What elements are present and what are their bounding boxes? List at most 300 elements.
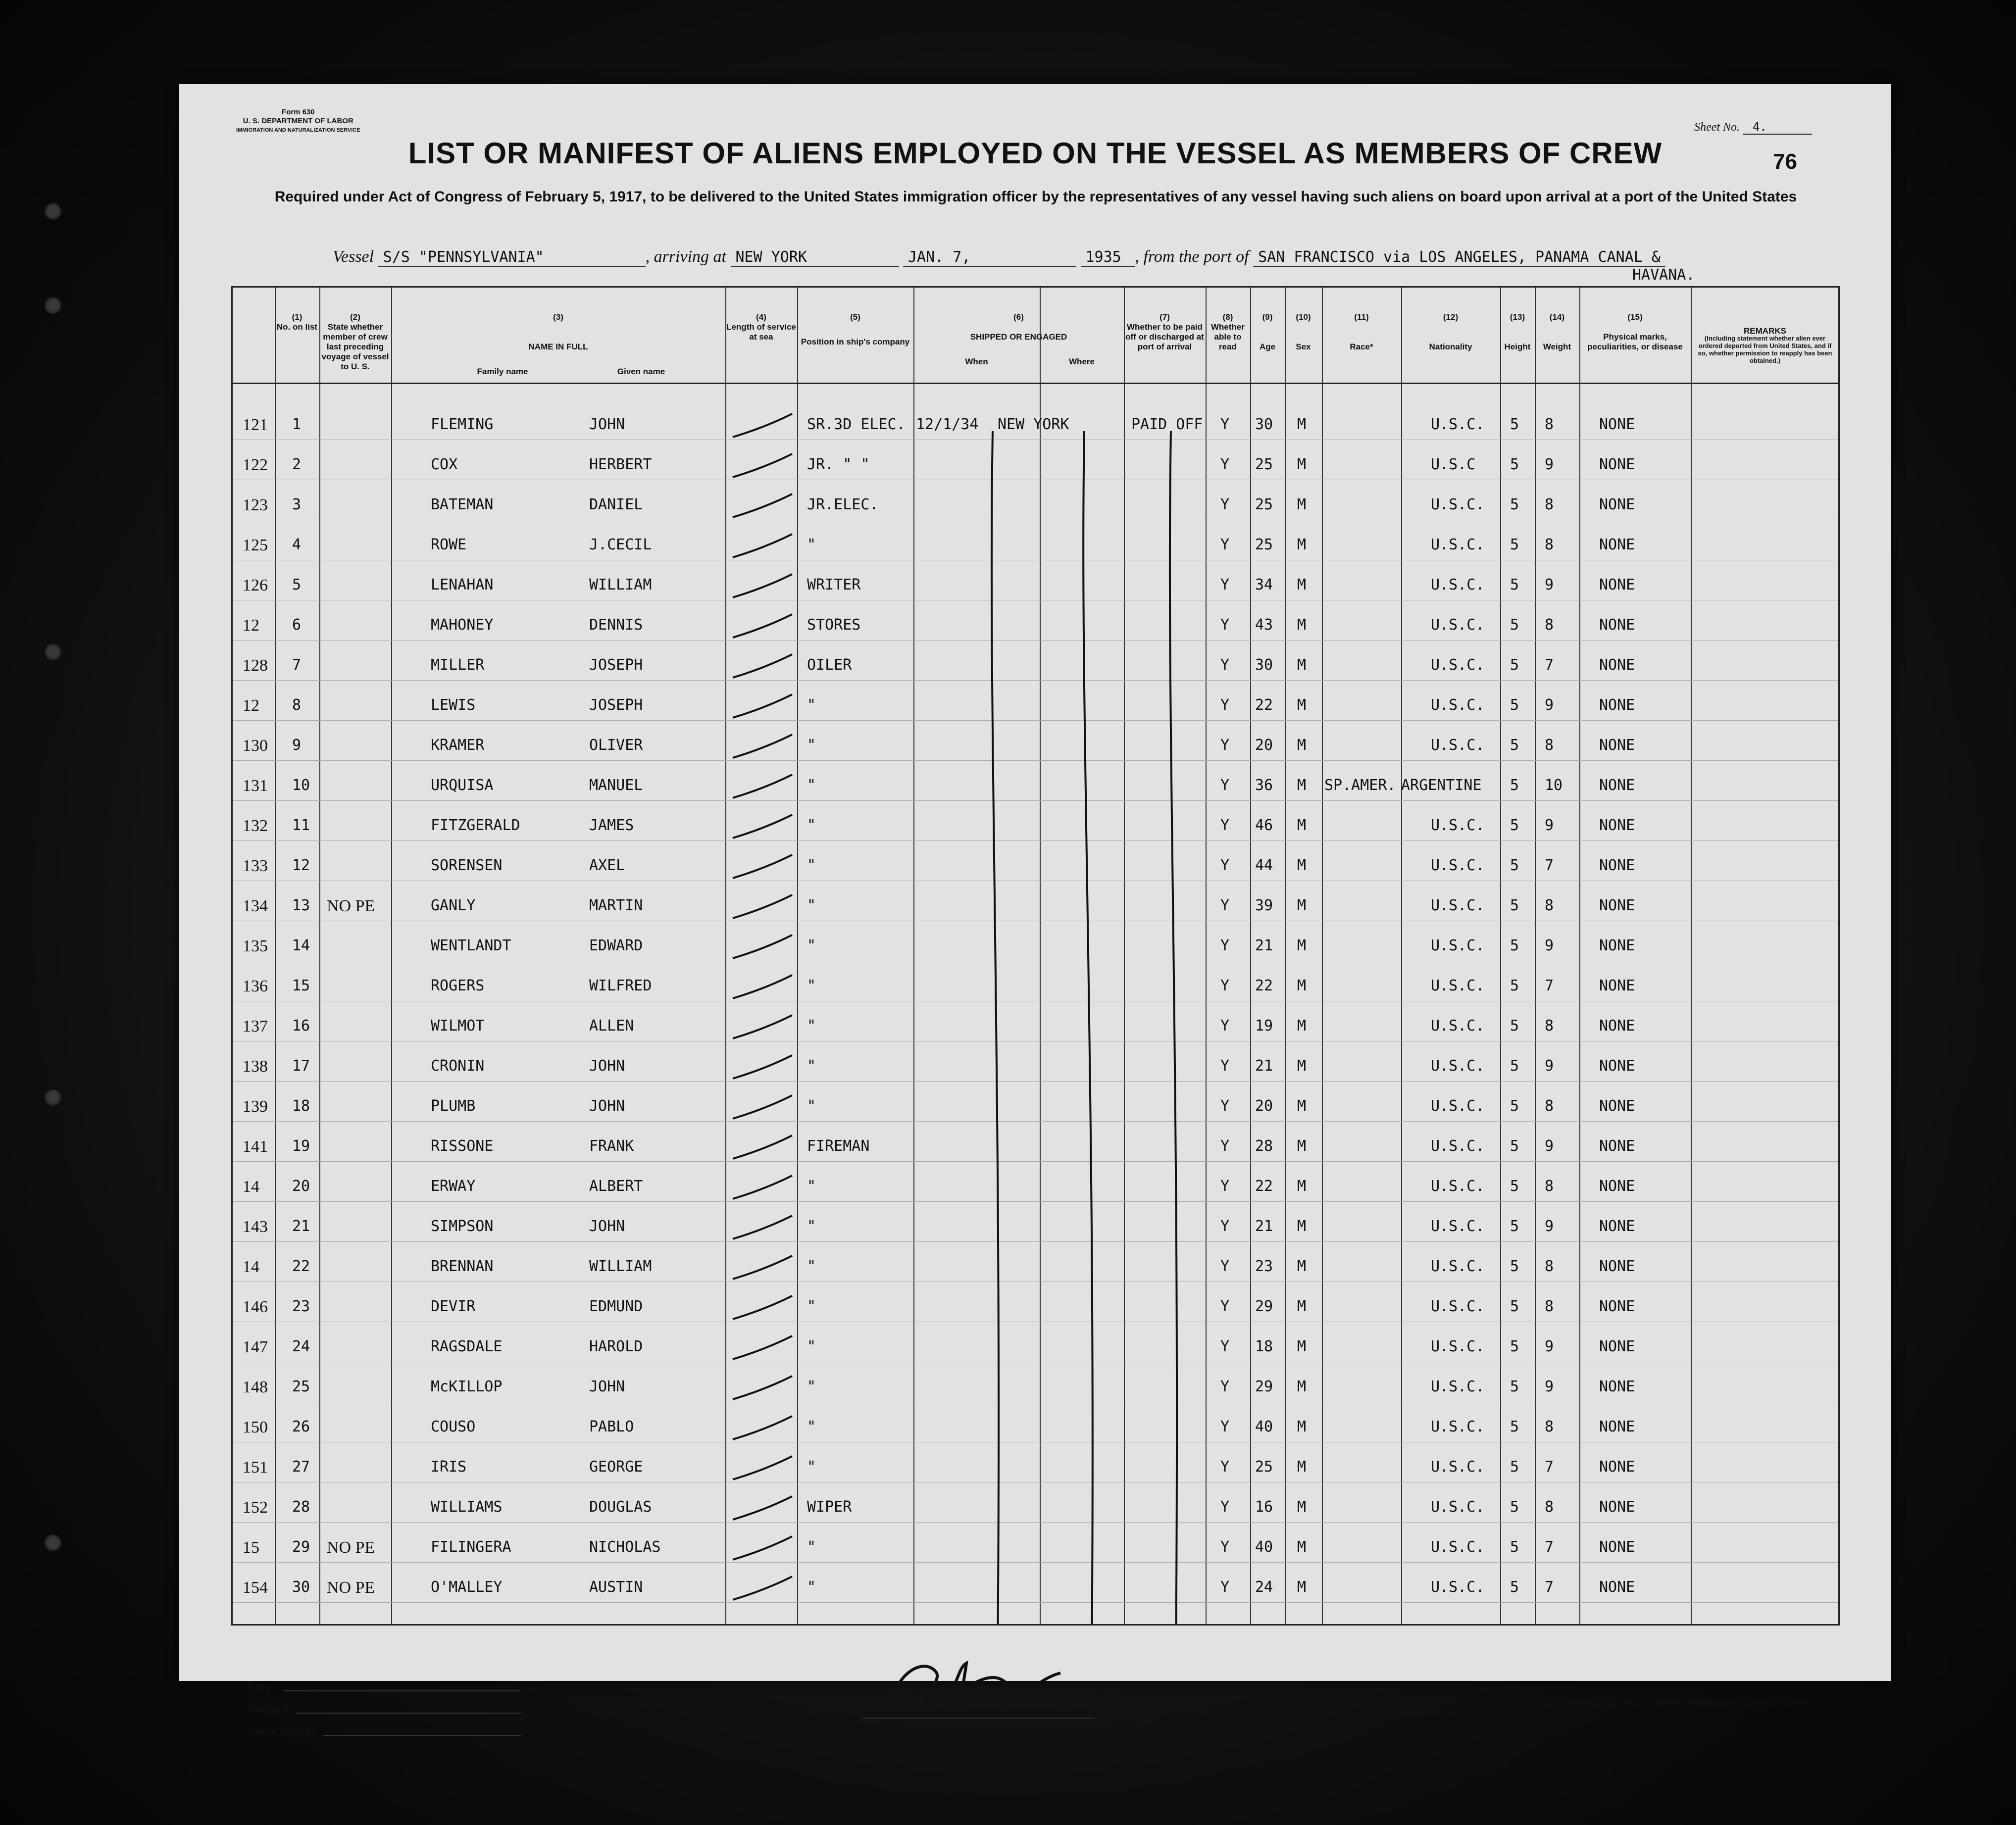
col-header-read: (8) Whether able to read bbox=[1211, 312, 1245, 351]
family-name: KRAMER bbox=[431, 737, 485, 754]
age: 24 bbox=[1255, 1578, 1273, 1596]
row-tally: 151 bbox=[243, 1458, 268, 1477]
physical-marks: NONE bbox=[1599, 1258, 1635, 1275]
weight: 9 bbox=[1545, 696, 1554, 714]
row-number: 19 bbox=[292, 1137, 310, 1155]
row-tally: 150 bbox=[243, 1418, 268, 1436]
sex: M bbox=[1297, 897, 1307, 914]
given-name: J.CECIL bbox=[589, 536, 652, 553]
height: 5 bbox=[1510, 536, 1519, 553]
row-number: 5 bbox=[292, 576, 302, 593]
age: 29 bbox=[1255, 1378, 1273, 1395]
physical-marks: NONE bbox=[1599, 1338, 1635, 1355]
height: 5 bbox=[1510, 777, 1519, 794]
col-header-no: (1) No. on list bbox=[276, 312, 318, 332]
row-tally: 148 bbox=[243, 1378, 268, 1396]
age: 22 bbox=[1255, 977, 1273, 994]
age: 25 bbox=[1255, 1458, 1273, 1476]
vessel-name: S/S "PENNSYLVANIA" bbox=[378, 248, 646, 267]
vessel-line bbox=[333, 247, 1665, 267]
nationality: U.S.C. bbox=[1431, 817, 1485, 834]
position: " bbox=[807, 977, 816, 994]
col-header-shipped: (6) SHIPPED OR ENGAGED bbox=[970, 312, 1067, 342]
family-name: LENAHAN bbox=[431, 576, 494, 593]
given-name: PABLO bbox=[589, 1418, 634, 1435]
physical-marks: NONE bbox=[1599, 656, 1635, 674]
able-to-read: Y bbox=[1220, 456, 1230, 473]
row-number: 10 bbox=[292, 777, 310, 794]
family-name: CRONIN bbox=[431, 1057, 485, 1075]
nationality: U.S.C. bbox=[1431, 857, 1485, 874]
nationality: U.S.C. bbox=[1431, 1137, 1485, 1155]
row-number: 6 bbox=[292, 616, 302, 634]
arrival-date: JAN. 7, bbox=[903, 248, 1076, 267]
weight: 9 bbox=[1545, 1338, 1554, 1355]
nationality: U.S.C. bbox=[1431, 1218, 1485, 1235]
family-name: DEVIR bbox=[431, 1298, 476, 1315]
family-name: MILLER bbox=[431, 656, 485, 674]
sheet-value: 4. bbox=[1743, 120, 1812, 135]
race: SP.AMER. bbox=[1324, 777, 1396, 794]
row-number: 24 bbox=[292, 1338, 310, 1355]
physical-marks: NONE bbox=[1599, 456, 1635, 473]
able-to-read: Y bbox=[1220, 1578, 1230, 1596]
sex: M bbox=[1297, 1137, 1307, 1155]
vessel-label: Vessel bbox=[333, 247, 374, 266]
sex: M bbox=[1297, 1218, 1307, 1235]
punch-hole bbox=[45, 643, 61, 660]
weight: 7 bbox=[1545, 656, 1554, 674]
row-number: 12 bbox=[292, 857, 310, 874]
weight: 7 bbox=[1545, 1538, 1554, 1556]
col-header-service: (4) Length of service at sea bbox=[726, 312, 796, 342]
given-name: HERBERT bbox=[589, 456, 652, 473]
sex: M bbox=[1297, 977, 1307, 994]
sex: M bbox=[1297, 696, 1307, 714]
physical-marks: NONE bbox=[1599, 576, 1635, 593]
physical-marks: NONE bbox=[1599, 817, 1635, 834]
nationality: U.S.C. bbox=[1431, 1258, 1485, 1275]
age: 40 bbox=[1255, 1538, 1273, 1556]
able-to-read: Y bbox=[1220, 1057, 1230, 1075]
row-tally: 141 bbox=[243, 1137, 268, 1156]
row-tally: 122 bbox=[243, 456, 268, 474]
row-tally: 125 bbox=[243, 536, 268, 554]
given-name: ALLEN bbox=[589, 1017, 634, 1035]
row-number: 14 bbox=[292, 937, 310, 954]
family-name: ROGERS bbox=[431, 977, 485, 994]
position: " bbox=[807, 1338, 816, 1355]
position: " bbox=[807, 817, 816, 834]
position: WRITER bbox=[807, 576, 861, 593]
family-name: IRIS bbox=[431, 1458, 467, 1476]
col-header-prev-voyage: (2) State whether member of crew last preceding voyage of vessel to U. S. bbox=[321, 312, 389, 371]
sex: M bbox=[1297, 496, 1307, 513]
weight: 7 bbox=[1545, 857, 1554, 874]
able-to-read: Y bbox=[1220, 1017, 1230, 1035]
able-to-read: Y bbox=[1220, 1458, 1230, 1476]
family-name: MAHONEY bbox=[431, 616, 494, 634]
nationality: U.S.C. bbox=[1431, 1458, 1485, 1476]
family-name: O'MALLEY bbox=[431, 1578, 503, 1596]
given-name: WILFRED bbox=[589, 977, 652, 994]
age: 22 bbox=[1255, 1178, 1273, 1195]
manifest-table bbox=[231, 286, 1840, 1626]
age: 46 bbox=[1255, 817, 1273, 834]
from-port-cont: HAVANA. bbox=[1632, 266, 1695, 284]
col-header-remarks: REMARKS (Including statement whether alien ever ordered deported from United States, and if so, whether permission to reapply has been obtained.) bbox=[1698, 326, 1832, 364]
able-to-read: Y bbox=[1220, 1258, 1230, 1275]
line-label: Line bbox=[249, 1680, 271, 1693]
given-name: EDMUND bbox=[589, 1298, 643, 1315]
sex: M bbox=[1297, 1458, 1307, 1476]
family-name: RISSONE bbox=[431, 1137, 494, 1155]
physical-marks: NONE bbox=[1599, 1298, 1635, 1315]
col-header-family: Family name bbox=[477, 367, 528, 376]
from-label: , from the port of bbox=[1135, 247, 1249, 266]
age: 19 bbox=[1255, 1017, 1273, 1035]
weight: 7 bbox=[1545, 1458, 1554, 1476]
row-number: 18 bbox=[292, 1097, 310, 1115]
row-tally: 132 bbox=[243, 817, 268, 835]
family-name: RAGSDALE bbox=[431, 1338, 503, 1355]
height: 5 bbox=[1510, 1378, 1519, 1395]
position: FIREMAN bbox=[807, 1137, 870, 1155]
given-name: JOHN bbox=[589, 1378, 625, 1395]
weight: 8 bbox=[1545, 496, 1554, 513]
row-number: 27 bbox=[292, 1458, 310, 1476]
given-name: MANUEL bbox=[589, 777, 643, 794]
weight: 8 bbox=[1545, 1498, 1554, 1516]
given-name: DENNIS bbox=[589, 616, 643, 634]
height: 5 bbox=[1510, 857, 1519, 874]
age: 25 bbox=[1255, 496, 1273, 513]
nationality: U.S.C. bbox=[1431, 1378, 1485, 1395]
nationality: U.S.C. bbox=[1431, 1578, 1485, 1596]
row-number: 2 bbox=[292, 456, 302, 473]
family-name: LEWIS bbox=[431, 696, 476, 714]
col-header-sex: (10) Sex bbox=[1296, 312, 1311, 351]
age: 23 bbox=[1255, 1258, 1273, 1275]
col-header-position: (5) Position in ship's company bbox=[801, 312, 910, 346]
physical-marks: NONE bbox=[1599, 416, 1635, 433]
given-name: JOHN bbox=[589, 1057, 625, 1075]
given-name: FRANK bbox=[589, 1137, 634, 1155]
row-tally: 128 bbox=[243, 656, 268, 675]
able-to-read: Y bbox=[1220, 897, 1230, 914]
given-name: DOUGLAS bbox=[589, 1498, 652, 1516]
age: 43 bbox=[1255, 616, 1273, 634]
sex: M bbox=[1297, 576, 1307, 593]
row-number: 17 bbox=[292, 1057, 310, 1075]
physical-marks: NONE bbox=[1599, 1538, 1635, 1556]
height: 5 bbox=[1510, 416, 1519, 433]
row-number: 16 bbox=[292, 1017, 310, 1035]
able-to-read: Y bbox=[1220, 1218, 1230, 1235]
height: 5 bbox=[1510, 1298, 1519, 1315]
family-name: WILMOT bbox=[431, 1017, 485, 1035]
row-number: 25 bbox=[292, 1378, 310, 1395]
position: " bbox=[807, 777, 816, 794]
weight: 9 bbox=[1545, 1218, 1554, 1235]
family-name: BRENNAN bbox=[431, 1258, 494, 1275]
physical-marks: NONE bbox=[1599, 696, 1635, 714]
row-tally: 147 bbox=[243, 1338, 268, 1356]
physical-marks: NONE bbox=[1599, 1378, 1635, 1395]
able-to-read: Y bbox=[1220, 1178, 1230, 1195]
given-name: JAMES bbox=[589, 817, 634, 834]
able-to-read: Y bbox=[1220, 696, 1230, 714]
given-name: JOHN bbox=[589, 416, 625, 433]
weight: 8 bbox=[1545, 1258, 1554, 1275]
height: 5 bbox=[1510, 1057, 1519, 1075]
sex: M bbox=[1297, 1298, 1307, 1315]
position: JR.ELEC. bbox=[807, 496, 879, 513]
row-tally: 15 bbox=[243, 1538, 259, 1557]
weight: 9 bbox=[1545, 576, 1554, 593]
height: 5 bbox=[1510, 656, 1519, 674]
height: 5 bbox=[1510, 1137, 1519, 1155]
physical-marks: NONE bbox=[1599, 777, 1635, 794]
given-name: MARTIN bbox=[589, 897, 643, 914]
physical-marks: NONE bbox=[1599, 977, 1635, 994]
row-tally: 143 bbox=[243, 1218, 268, 1236]
family-name: COUSO bbox=[431, 1418, 476, 1435]
age: 30 bbox=[1255, 656, 1273, 674]
able-to-read: Y bbox=[1220, 616, 1230, 634]
punch-hole bbox=[45, 203, 61, 220]
weight: 8 bbox=[1545, 1298, 1554, 1315]
sheet-label: Sheet No. bbox=[1694, 121, 1740, 134]
given-name: DANIEL bbox=[589, 496, 643, 513]
able-to-read: Y bbox=[1220, 777, 1230, 794]
age: 40 bbox=[1255, 1418, 1273, 1435]
physical-marks: NONE bbox=[1599, 1418, 1635, 1435]
nationality: U.S.C. bbox=[1431, 536, 1485, 553]
family-name: BATEMAN bbox=[431, 496, 494, 513]
height: 5 bbox=[1510, 1418, 1519, 1435]
family-name: URQUISA bbox=[431, 777, 494, 794]
family-name: ERWAY bbox=[431, 1178, 476, 1195]
nationality: U.S.C. bbox=[1431, 1097, 1485, 1115]
row-number: 1 bbox=[292, 416, 302, 433]
row-number: 4 bbox=[292, 536, 302, 553]
position: " bbox=[807, 536, 816, 553]
able-to-read: Y bbox=[1220, 496, 1230, 513]
nationality: U.S.C. bbox=[1431, 1017, 1485, 1035]
able-to-read: Y bbox=[1220, 977, 1230, 994]
able-to-read: Y bbox=[1220, 536, 1230, 553]
nationality: U.S.C. bbox=[1431, 656, 1485, 674]
shipped-where: NEW YORK bbox=[998, 416, 1069, 433]
physical-marks: NONE bbox=[1599, 1458, 1635, 1476]
nationality: U.S.C. bbox=[1431, 616, 1485, 634]
row-tally: 126 bbox=[243, 576, 268, 594]
height: 5 bbox=[1510, 696, 1519, 714]
physical-marks: NONE bbox=[1599, 1097, 1635, 1115]
col-header-height: (13) Height bbox=[1504, 312, 1531, 351]
row-tally: 12 bbox=[243, 616, 259, 635]
sex: M bbox=[1297, 777, 1307, 794]
age: 20 bbox=[1255, 737, 1273, 754]
sex: M bbox=[1297, 536, 1307, 553]
physical-marks: NONE bbox=[1599, 1017, 1635, 1035]
position: OILER bbox=[807, 656, 852, 674]
physical-marks: NONE bbox=[1599, 1498, 1635, 1516]
sex: M bbox=[1297, 1017, 1307, 1035]
row-tally: 14 bbox=[243, 1178, 259, 1196]
family-name: WENTLANDT bbox=[431, 937, 511, 954]
weight: 8 bbox=[1545, 616, 1554, 634]
position: " bbox=[807, 1057, 816, 1075]
page-subtitle: Required under Act of Congress of February 5, 1917, to be delivered to the United States immigration officer by the representatives of any vessel having such aliens on board upon arrival at a port of the United States bbox=[274, 189, 1797, 205]
inspector-label: Immigrant Inspector. bbox=[1090, 1720, 1182, 1732]
weight: 9 bbox=[1545, 1378, 1554, 1395]
position: " bbox=[807, 1458, 816, 1476]
sex: M bbox=[1297, 656, 1307, 674]
sex: M bbox=[1297, 1418, 1307, 1435]
physical-marks: NONE bbox=[1599, 1137, 1635, 1155]
department: U. S. DEPARTMENT OF LABOR bbox=[243, 117, 353, 125]
physical-marks: NONE bbox=[1599, 857, 1635, 874]
sex: M bbox=[1297, 857, 1307, 874]
age: 16 bbox=[1255, 1498, 1273, 1516]
height: 5 bbox=[1510, 1498, 1519, 1516]
age: 44 bbox=[1255, 857, 1273, 874]
height: 5 bbox=[1510, 737, 1519, 754]
row-tally: 12 bbox=[243, 696, 259, 715]
weight: 7 bbox=[1545, 1578, 1554, 1596]
row-tally: 14 bbox=[243, 1258, 259, 1276]
given-name: NICHOLAS bbox=[589, 1538, 661, 1556]
given-name: AXEL bbox=[589, 857, 625, 874]
age: 22 bbox=[1255, 696, 1273, 714]
able-to-read: Y bbox=[1220, 1097, 1230, 1115]
from-port: SAN FRANCISCO via LOS ANGELES, PANAMA CANAL & bbox=[1253, 248, 1665, 267]
prev-voyage: NO PE bbox=[327, 1578, 375, 1597]
nationality: U.S.C. bbox=[1431, 1418, 1485, 1435]
weight: 8 bbox=[1545, 536, 1554, 553]
given-name: EDWARD bbox=[589, 937, 643, 954]
family-name: PLUMB bbox=[431, 1097, 476, 1115]
age: 21 bbox=[1255, 1057, 1273, 1075]
footnote-penalty: NOTE.—Failure to furnish full or correct information in columns (3), (6), (7), and (8) is punishable by a fine of ten dollars for each alien. See other side. bbox=[1372, 1697, 1811, 1718]
weight: 10 bbox=[1545, 777, 1563, 794]
row-number: 8 bbox=[292, 696, 302, 714]
height: 5 bbox=[1510, 1538, 1519, 1556]
able-to-read: Y bbox=[1220, 1418, 1230, 1435]
row-tally: 131 bbox=[243, 777, 268, 795]
nationality: U.S.C. bbox=[1431, 1298, 1485, 1315]
age: 34 bbox=[1255, 576, 1273, 593]
agents-field bbox=[323, 1735, 521, 1736]
row-number: 7 bbox=[292, 656, 302, 674]
row-number: 20 bbox=[292, 1178, 310, 1195]
height: 5 bbox=[1510, 616, 1519, 634]
row-tally: 137 bbox=[243, 1017, 268, 1036]
nationality: U.S.C. bbox=[1431, 696, 1485, 714]
height: 5 bbox=[1510, 1258, 1519, 1275]
nationality: U.S.C. bbox=[1431, 496, 1485, 513]
nationality: U.S.C. bbox=[1431, 897, 1485, 914]
physical-marks: NONE bbox=[1599, 1178, 1635, 1195]
nationality: U.S.C. bbox=[1431, 977, 1485, 994]
nationality: U.S.C. bbox=[1431, 1538, 1485, 1556]
row-number: 30 bbox=[292, 1578, 310, 1596]
position: SR.3D ELEC. bbox=[807, 416, 906, 433]
sex: M bbox=[1297, 1378, 1307, 1395]
position: " bbox=[807, 937, 816, 954]
position: WIPER bbox=[807, 1498, 852, 1516]
weight: 8 bbox=[1545, 897, 1554, 914]
able-to-read: Y bbox=[1220, 737, 1230, 754]
sex: M bbox=[1297, 817, 1307, 834]
row-number: 29 bbox=[292, 1538, 310, 1556]
nationality: U.S.C bbox=[1431, 456, 1476, 473]
sex: M bbox=[1297, 1578, 1307, 1596]
owners-field bbox=[296, 1713, 521, 1714]
nationality: U.S.C. bbox=[1431, 737, 1485, 754]
position: " bbox=[807, 737, 816, 754]
weight: 7 bbox=[1545, 977, 1554, 994]
sex: M bbox=[1297, 1178, 1307, 1195]
position: " bbox=[807, 1178, 816, 1195]
physical-marks: NONE bbox=[1599, 937, 1635, 954]
position: " bbox=[807, 897, 816, 914]
able-to-read: Y bbox=[1220, 1137, 1230, 1155]
physical-marks: NONE bbox=[1599, 737, 1635, 754]
row-number: 3 bbox=[292, 496, 302, 513]
col-header-age: (9) Age bbox=[1259, 312, 1276, 351]
col-header-paid: (7) Whether to be paid off or discharged at port of arrival bbox=[1125, 312, 1204, 351]
row-tally: 123 bbox=[243, 496, 268, 514]
sex: M bbox=[1297, 937, 1307, 954]
family-name: GANLY bbox=[431, 897, 476, 914]
col-header-weight: (14) Weight bbox=[1543, 312, 1571, 351]
physical-marks: NONE bbox=[1599, 1057, 1635, 1075]
position: " bbox=[807, 1578, 816, 1596]
nationality: U.S.C. bbox=[1431, 1338, 1485, 1355]
able-to-read: Y bbox=[1220, 857, 1230, 874]
age: 36 bbox=[1255, 777, 1273, 794]
sex: M bbox=[1297, 616, 1307, 634]
height: 5 bbox=[1510, 496, 1519, 513]
row-tally: 146 bbox=[243, 1298, 268, 1316]
row-tally: 133 bbox=[243, 857, 268, 875]
row-number: 23 bbox=[292, 1298, 310, 1315]
able-to-read: Y bbox=[1220, 416, 1230, 433]
family-name: COX bbox=[431, 456, 458, 473]
age: 18 bbox=[1255, 1338, 1273, 1355]
col-header-name: (3) NAME IN FULL bbox=[528, 312, 588, 351]
service: IMMIGRATION AND NATURALIZATION SERVICE bbox=[236, 127, 360, 133]
family-name: ROWE bbox=[431, 536, 467, 553]
given-name: JOHN bbox=[589, 1218, 625, 1235]
col-header-marks: (15) Physical marks, peculiarities, or disease bbox=[1587, 312, 1683, 351]
height: 5 bbox=[1510, 1178, 1519, 1195]
physical-marks: NONE bbox=[1599, 496, 1635, 513]
weight: 9 bbox=[1545, 1057, 1554, 1075]
position: JR. " " bbox=[807, 456, 870, 473]
position: " bbox=[807, 1418, 816, 1435]
weight: 8 bbox=[1545, 1097, 1554, 1115]
physical-marks: NONE bbox=[1599, 897, 1635, 914]
given-name: JOHN bbox=[589, 1097, 625, 1115]
inspector-line bbox=[862, 1718, 1095, 1719]
weight: 8 bbox=[1545, 1418, 1554, 1435]
weight: 8 bbox=[1545, 737, 1554, 754]
given-name: GEORGE bbox=[589, 1458, 643, 1476]
